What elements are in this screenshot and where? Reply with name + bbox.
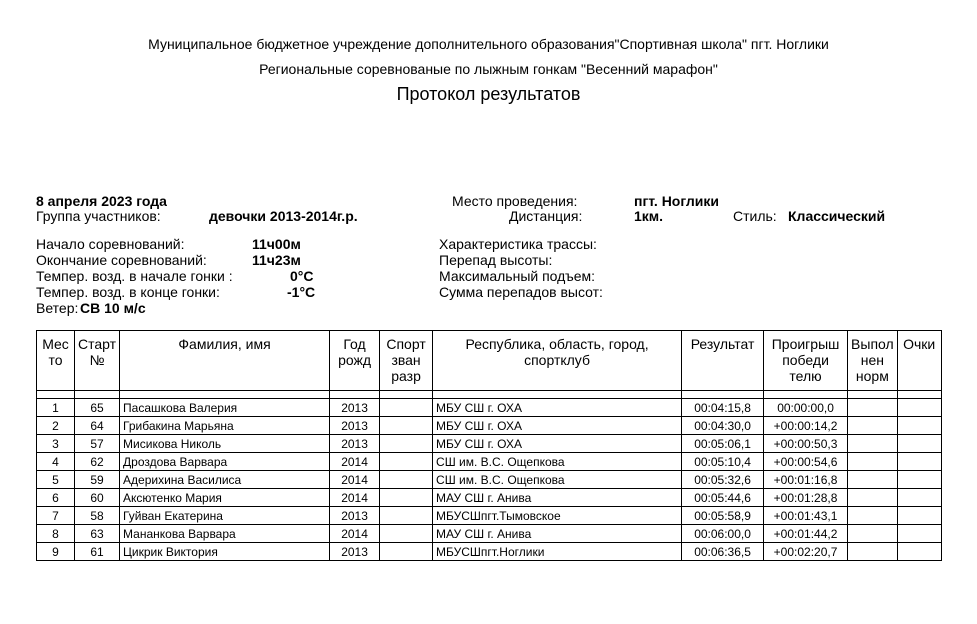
max-climb-label: Максимальный подъем: (439, 268, 596, 284)
cell-start-number: 58 (75, 507, 120, 525)
end-label: Окончание соревнований: (36, 252, 207, 268)
cell-place: 9 (37, 543, 75, 561)
cell-sport-rank (380, 525, 433, 543)
cell-points (897, 507, 941, 525)
cell-club: МБУ СШ г. ОХА (433, 435, 682, 453)
cell-norm (848, 471, 898, 489)
cell-norm (848, 525, 898, 543)
height-diff-label: Перепад высоты: (439, 252, 553, 268)
cell-norm (848, 399, 898, 417)
cell-name: Дроздова Варвара (120, 453, 330, 471)
cell-place: 5 (37, 471, 75, 489)
cell-start-number: 60 (75, 489, 120, 507)
style-label: Стиль: (733, 208, 777, 224)
cell-result: 00:04:15,8 (682, 399, 764, 417)
cell-birth-year: 2014 (330, 453, 380, 471)
group-value: девочки 2013-2014г.р. (209, 208, 358, 224)
cell-norm (848, 435, 898, 453)
distance-label: Дистанция: (509, 208, 583, 224)
table-row (37, 417, 942, 435)
temp-start-label: Темпер. возд. в начале гонки : (36, 268, 233, 284)
cell-club: МБУ СШ г. ОХА (433, 399, 682, 417)
cell-gap: +00:02:20,7 (764, 543, 848, 561)
cell-points (897, 543, 941, 561)
cell-place: 3 (37, 435, 75, 453)
cell-place: 7 (37, 507, 75, 525)
cell-norm (848, 489, 898, 507)
table-row (37, 399, 942, 417)
table-row (37, 507, 942, 525)
cell-birth-year: 2014 (330, 489, 380, 507)
wind-value: СВ 10 м/с (80, 300, 146, 316)
table-row (37, 435, 942, 453)
cell-gap: +00:00:54,6 (764, 453, 848, 471)
event-name: Региональные соревнованые по лыжным гонкам "Весенний марафон" (259, 61, 718, 77)
cell-club: МБУСШпгт.Тымовское (433, 507, 682, 525)
cell-name: Аксютенко Мария (120, 489, 330, 507)
venue-value: пгт. Ноглики (634, 193, 719, 209)
cell-sport-rank (380, 507, 433, 525)
cell-name: Пасашкова Валерия (120, 399, 330, 417)
col-sport-rank-header: Спорт зван разр (380, 331, 433, 391)
cell-name: Мисикова Николь (120, 435, 330, 453)
cell-points (897, 525, 941, 543)
cell-birth-year: 2014 (330, 471, 380, 489)
distance-value: 1км. (634, 208, 664, 224)
cell-norm (848, 417, 898, 435)
cell-club: СШ им. В.С. Ощепкова (433, 453, 682, 471)
cell-result: 00:05:44,6 (682, 489, 764, 507)
cell-birth-year: 2013 (330, 507, 380, 525)
table-row (37, 471, 942, 489)
style-value: Классический (788, 208, 886, 224)
cell-points (897, 453, 941, 471)
cell-result: 00:05:32,6 (682, 471, 764, 489)
col-name-header: Фамилия, имя (120, 331, 330, 391)
cell-gap: +00:01:44,2 (764, 525, 848, 543)
cell-start-number: 59 (75, 471, 120, 489)
cell-birth-year: 2014 (330, 525, 380, 543)
cell-gap: +00:00:50,3 (764, 435, 848, 453)
cell-name: Цикрик Виктория (120, 543, 330, 561)
results-table (36, 330, 942, 561)
venue-label: Место проведения: (452, 193, 578, 209)
cell-points (897, 489, 941, 507)
cell-place: 2 (37, 417, 75, 435)
cell-place: 8 (37, 525, 75, 543)
cell-sport-rank (380, 417, 433, 435)
cell-points (897, 471, 941, 489)
cell-gap: +00:00:14,2 (764, 417, 848, 435)
cell-gap: 00:00:00,0 (764, 399, 848, 417)
cell-club: МБУ СШ г. ОХА (433, 417, 682, 435)
cell-result: 00:06:00,0 (682, 525, 764, 543)
org-name: Муниципальное бюджетное учреждение дополнительного образования"Спортивная школа" пгт. Ноглики (148, 36, 829, 52)
cell-birth-year: 2013 (330, 399, 380, 417)
cell-gap: +00:01:28,8 (764, 489, 848, 507)
cell-club: МАУ СШ г. Анива (433, 489, 682, 507)
cell-club: СШ им. В.С. Ощепкова (433, 471, 682, 489)
cell-gap: +00:01:16,8 (764, 471, 848, 489)
table-row (37, 525, 942, 543)
cell-result: 00:06:36,5 (682, 543, 764, 561)
col-norm-header: Выпол нен норм (848, 331, 898, 391)
col-gap-header: Проигрыш победи телю (764, 331, 848, 391)
cell-result: 00:05:10,4 (682, 453, 764, 471)
col-result-header: Результат (682, 331, 764, 391)
table-header-row (37, 331, 942, 391)
track-label: Характеристика трассы: (439, 236, 597, 252)
cell-sport-rank (380, 399, 433, 417)
cell-club: МАУ СШ г. Анива (433, 525, 682, 543)
cell-name: Мананкова Варвара (120, 525, 330, 543)
cell-place: 1 (37, 399, 75, 417)
col-birth-year-header: Год рожд (330, 331, 380, 391)
cell-start-number: 57 (75, 435, 120, 453)
cell-start-number: 61 (75, 543, 120, 561)
table-spacer-row (37, 391, 942, 399)
group-label: Группа участников: (36, 208, 161, 224)
table-row (37, 453, 942, 471)
cell-points (897, 417, 941, 435)
table-row (37, 543, 942, 561)
event-date: 8 апреля 2023 года (36, 193, 167, 209)
cell-start-number: 62 (75, 453, 120, 471)
start-label: Начало соревнований: (36, 236, 185, 252)
table-row (37, 489, 942, 507)
cell-result: 00:05:58,9 (682, 507, 764, 525)
start-value: 11ч00м (252, 236, 301, 252)
cell-norm (848, 453, 898, 471)
cell-birth-year: 2013 (330, 417, 380, 435)
wind-label: Ветер: (36, 300, 79, 316)
cell-norm (848, 507, 898, 525)
cell-start-number: 63 (75, 525, 120, 543)
col-place-header: Мес то (37, 331, 75, 391)
cell-sport-rank (380, 435, 433, 453)
temp-end-label: Темпер. возд. в конце гонки: (36, 284, 220, 300)
cell-name: Гуйван Екатерина (120, 507, 330, 525)
cell-gap: +00:01:43,1 (764, 507, 848, 525)
temp-end-value: -1°C (287, 284, 316, 300)
height-sum-label: Сумма перепадов высот: (439, 284, 603, 300)
cell-result: 00:05:06,1 (682, 435, 764, 453)
cell-name: Адерихина Василиса (120, 471, 330, 489)
cell-birth-year: 2013 (330, 435, 380, 453)
cell-birth-year: 2013 (330, 543, 380, 561)
cell-place: 4 (37, 453, 75, 471)
cell-start-number: 65 (75, 399, 120, 417)
col-start-number-header: Старт № (75, 331, 120, 391)
cell-place: 6 (37, 489, 75, 507)
cell-club: МБУСШпгт.Ноглики (433, 543, 682, 561)
page-title: Протокол результатов (396, 84, 581, 104)
cell-sport-rank (380, 543, 433, 561)
cell-norm (848, 543, 898, 561)
cell-sport-rank (380, 453, 433, 471)
cell-sport-rank (380, 471, 433, 489)
col-points-header: Очки (897, 331, 941, 391)
col-club-header: Республика, область, город, спортклуб (433, 331, 682, 391)
cell-result: 00:04:30,0 (682, 417, 764, 435)
cell-points (897, 399, 941, 417)
cell-sport-rank (380, 489, 433, 507)
cell-start-number: 64 (75, 417, 120, 435)
end-value: 11ч23м (252, 252, 301, 268)
cell-name: Грибакина Марьяна (120, 417, 330, 435)
temp-start-value: 0°C (290, 268, 314, 284)
cell-points (897, 435, 941, 453)
